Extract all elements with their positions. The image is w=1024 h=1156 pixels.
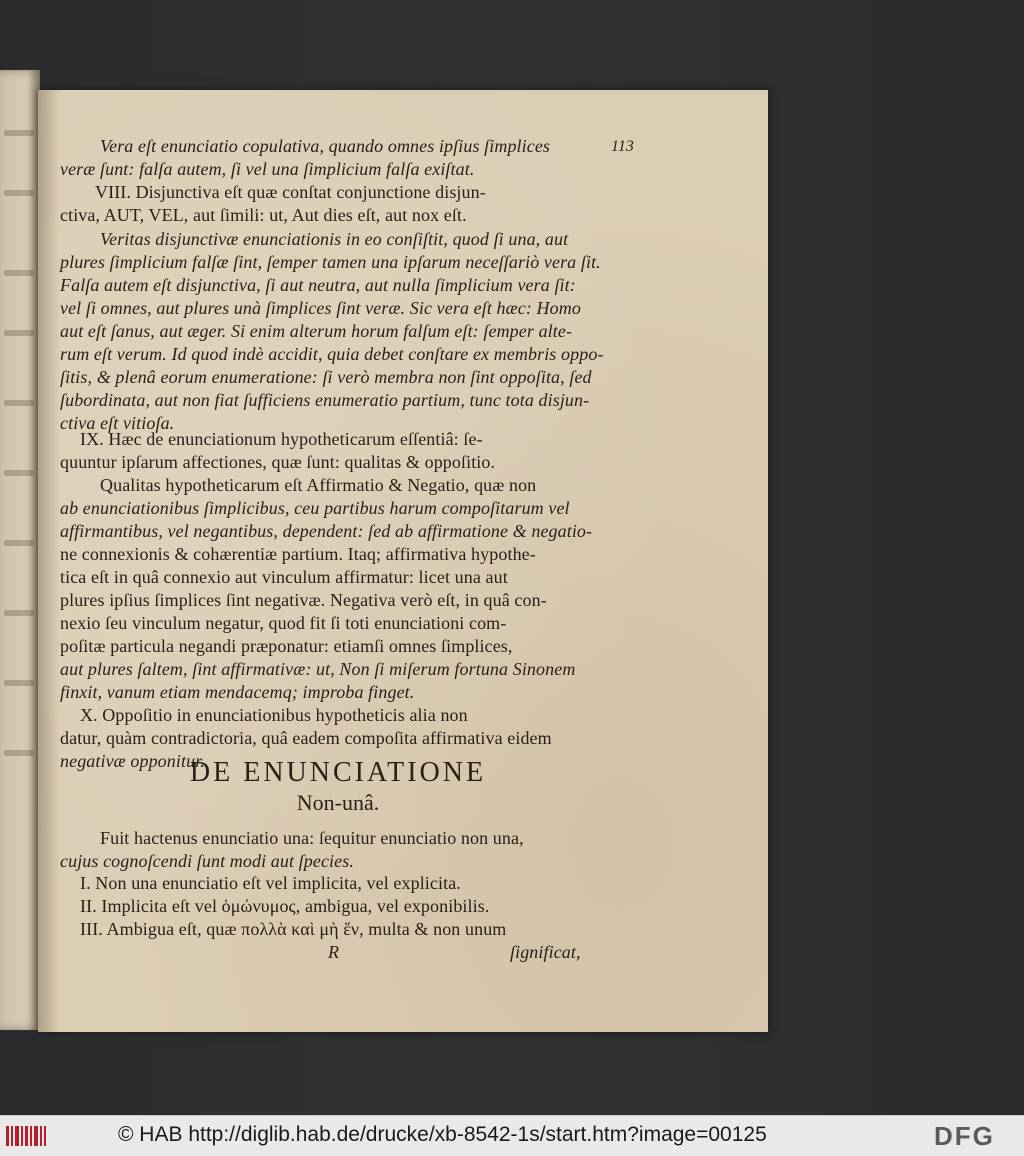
signature-mark: R — [328, 942, 340, 962]
text-line: plures ipſius ſimplices ſint negativæ. Negativa verò eſt, in quâ con- — [60, 590, 547, 610]
dfg-logo: DFG — [934, 1121, 995, 1151]
text-line: ctiva, AUT, VEL, aut ſimili: ut, Aut dies eſt, aut nox eſt. — [60, 205, 467, 225]
text-line: tica eſt in quâ connexio aut vinculum affirmatur: licet una aut — [60, 567, 508, 587]
text-line: affirmantibus, vel negantibus, dependent: ſed ab affirmatione & negatio- — [60, 521, 593, 541]
text-line: rum eſt verum. Id quod indè accidit, quia debet conſtare ex membris oppo- — [60, 344, 604, 364]
text-line: ab enunciationibus ſimplicibus, ceu partibus harum compoſitarum vel — [60, 498, 570, 518]
section-heading: DE ENUNCIATIONE — [189, 757, 487, 788]
copyright-url[interactable]: © HAB http://diglib.hab.de/drucke/xb-8542-1s/start.htm?image=00125 — [118, 1123, 767, 1146]
previous-page-edge — [0, 70, 40, 1030]
text-line: datur, quàm contradictoria, quâ eadem compoſita affirmativa eidem — [60, 728, 552, 748]
text-line: III. Ambigua eſt, quæ πολλὰ καὶ μὴ ἕν, multa & non unum — [80, 919, 507, 939]
section-subheading: Non-unâ. — [296, 790, 380, 815]
text-line: aut plures ſaltem, ſint affirmativæ: ut, Non ſi miſerum fortuna Sinonem — [60, 659, 576, 679]
text-line: VIII. Disjunctiva eſt quæ conſtat conjunctione disjun- — [95, 182, 486, 202]
text-line: cujus cognoſcendi ſunt modi aut ſpecies. — [60, 851, 354, 871]
text-line: negativæ opponitur. — [60, 751, 205, 771]
text-line: poſitæ particula negandi præponatur: etiamſi omnes ſimplices, — [60, 636, 513, 656]
text-line: ctiva eſt vitioſa. — [60, 413, 175, 433]
page-number: 113 — [611, 138, 634, 155]
gutter-shadow — [38, 90, 60, 1032]
text-line: aut eſt ſanus, aut æger. Si enim alterum horum falſum eſt: ſemper alte- — [60, 321, 573, 341]
text-line: Vera eſt enunciatio copulativa, quando omnes ipſius ſimplices — [100, 136, 551, 156]
text-line: finxit, vanum etiam mendacemq; improba finget. — [60, 682, 415, 702]
text-line: ſubordinata, aut non fiat ſufficiens enumeratio partium, tunc tota disjun- — [60, 390, 590, 410]
text-line: I. Non una enunciatio eſt vel implicita, vel explicita. — [80, 873, 461, 893]
text-line: Falſa autem eſt disjunctiva, ſi aut neutra, aut nulla ſimplicium vera ſit: — [60, 275, 576, 295]
text-line: II. Implicita eſt vel ὁμώνυμος, ambigua, vel exponibilis. — [80, 896, 490, 916]
catchword: ſignificat, — [510, 942, 581, 962]
text-line: ſitis, & plenâ eorum enumeratione: ſi verò membra non ſint oppoſita, ſed — [60, 367, 592, 387]
text-line: quuntur ipſarum affectiones, quæ ſunt: qualitas & oppoſitio. — [60, 452, 496, 472]
footer-bar — [0, 1115, 1024, 1156]
text-line: veræ ſunt: falſa autem, ſi vel una ſimplicium falſa exiſtat. — [60, 159, 475, 179]
text-line: nexio ſeu vinculum negatur, quod fit ſi toti enunciationi com- — [60, 613, 507, 633]
text-line: X. Oppoſitio in enunciationibus hypotheticis alia non — [80, 705, 468, 725]
text-line: IX. Hæc de enunciationum hypotheticarum eſſentiâ: ſe- — [80, 429, 483, 449]
text-line: Fuit hactenus enunciatio una: ſequitur enunciatio non una, — [100, 828, 524, 848]
text-line: Veritas disjunctivæ enunciationis in eo conſiſtit, quod ſi una, aut — [100, 229, 569, 249]
text-line: vel ſi omnes, aut plures unà ſimplices ſint veræ. Sic vera eſt hæc: Homo — [60, 298, 581, 318]
hab-barcode-logo-icon — [6, 1124, 46, 1148]
text-line: ne connexionis & cohærentiæ partium. Itaq; affirmativa hypothe- — [60, 544, 536, 564]
text-line: Qualitas hypotheticarum eſt Affirmatio & Negatio, quæ non — [100, 475, 537, 495]
book-page — [38, 90, 768, 1032]
text-line: plures ſimplicium falſæ ſint, ſemper tamen una ipſarum neceſſariò vera ſit. — [60, 252, 601, 272]
